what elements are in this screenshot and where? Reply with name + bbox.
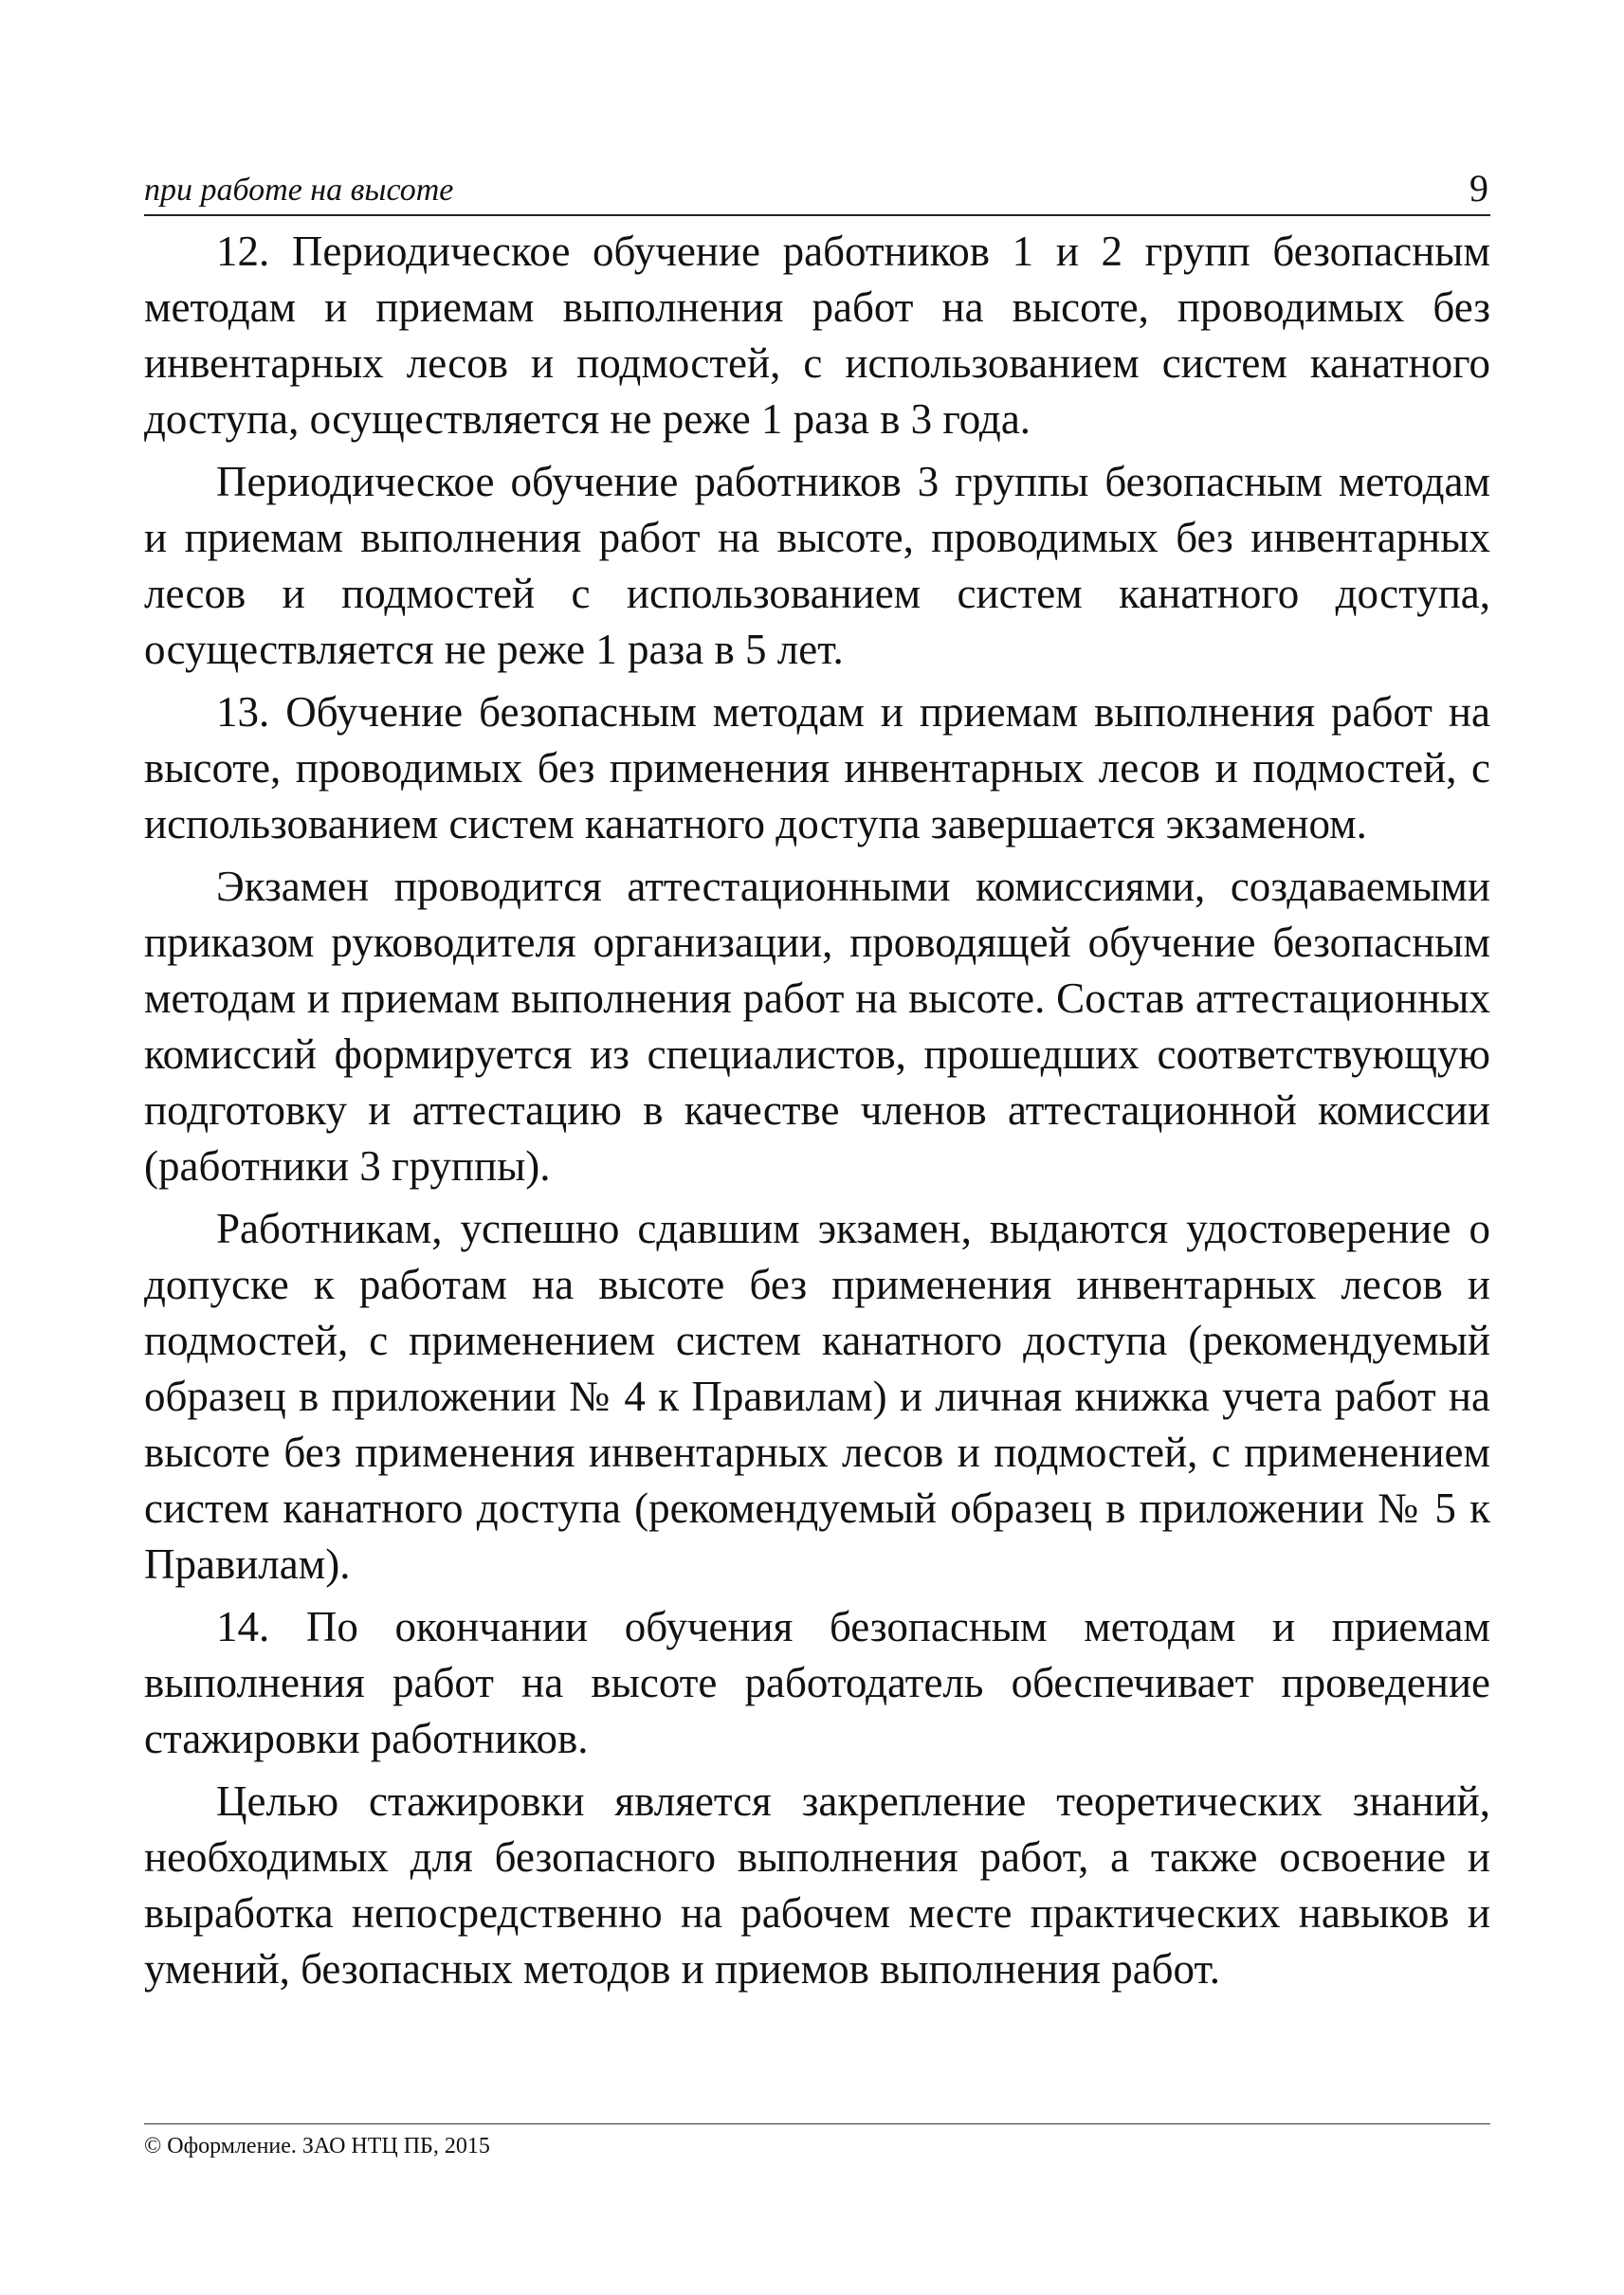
paragraph-13-training-exam: 13. Обучение безопасным методам и приемам выполнения работ на высоте, проводимых без применения инвентарных лесов и подмостей, с использованием систем канатного доступа завершается экзаменом. (144, 688, 1490, 847)
paragraph-periodic-training-group-3: Периодическое обучение работников 3 группы безопасным методам и приемам выполнения работ на высоте, проводимых без инвентарных лесов и подмостей с использованием систем канатного доступа, осуществляется не реже 1 раза в 5 лет. (144, 458, 1490, 673)
running-header-title: при работе на высоте (144, 173, 454, 208)
document-page (144, 159, 1490, 1997)
running-header (144, 159, 1490, 216)
paragraph-certificate-issuance: Работникам, успешно сдавшим экзамен, выдаются удостоверение о допуске к работам на высоте без применения инвентарных лесов и подмостей, с применением систем канатного доступа (рекомендуемый образец в приложении № 4 к Правилам) и личная книжка учета работ на высоте без применения инвентарных лесов и подмостей, с применением систем канатного доступа (рекомендуемый образец в приложении № 5 к Правилам). (144, 1205, 1490, 1588)
document-body (144, 216, 1490, 1997)
paragraph-exam-commissions: Экзамен проводится аттестационными комиссиями, создаваемыми приказом руководителя организации, проводящей обучение безопасным методам и приемам выполнения работ на высоте. Состав аттестационных комиссий формируется из специалистов, прошедших соответствующую подготовку и аттестацию в качестве членов аттестационной комиссии (работники 3 группы). (144, 863, 1490, 1190)
paragraph-12-periodic-training-groups-1-2: 12. Периодическое обучение работников 1 и 2 групп безопасным методам и приемам выполнения работ на высоте, проводимых без инвентарных лесов и подмостей, с использованием систем канатного доступа, осуществляется не реже 1 раза в 3 года. (144, 228, 1490, 443)
copyright-notice: © Оформление. ЗАО НТЦ ПБ, 2015 (144, 2134, 490, 2158)
paragraph-14-internship: 14. По окончании обучения безопасным методам и приемам выполнения работ на высоте работодатель обеспечивает проведение стажировки работников. (144, 1603, 1490, 1762)
paragraph-internship-goal: Целью стажировки является закрепление теоретических знаний, необходимых для безопасного выполнения работ, а также освоение и выработка непосредственно на рабочем месте практических навыков и умений, безопасных методов и приемов выполнения работ. (144, 1777, 1490, 1993)
page-footer (144, 2123, 1490, 2159)
page-number: 9 (1469, 167, 1488, 209)
